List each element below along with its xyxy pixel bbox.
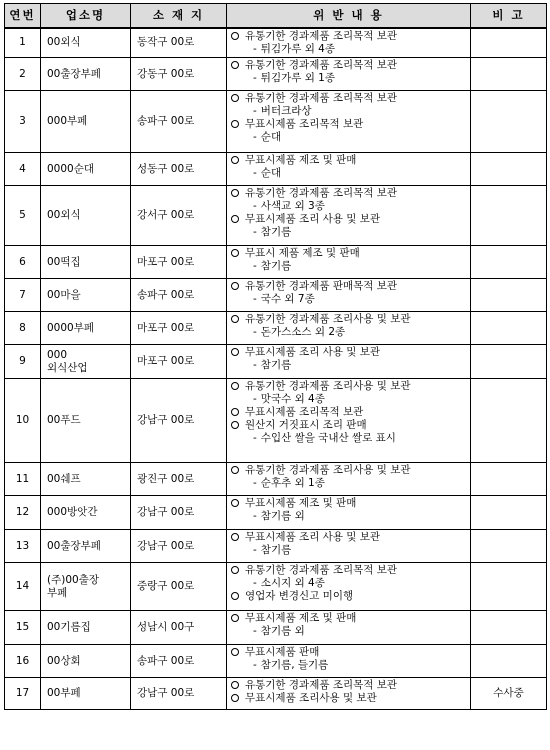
violation-item [231, 679, 470, 692]
violation-text: 참기름 [260, 359, 292, 371]
business-name [41, 563, 131, 611]
table-row [5, 186, 547, 246]
header-address: 소 재 지 [131, 4, 227, 28]
violation-sub-item [231, 477, 470, 490]
violation-text: 순후추 외 1종 [260, 477, 325, 489]
violation-details [227, 678, 471, 710]
violation-details [227, 91, 471, 153]
violation-item [231, 118, 470, 131]
dash-bullet-icon: - [253, 200, 257, 212]
note-cell [471, 530, 547, 563]
circle-bullet-icon [231, 215, 239, 223]
violation-item [231, 187, 470, 200]
violation-text: 무표시제품 조리목적 보관 [245, 406, 364, 418]
violation-sub-item [231, 293, 470, 306]
violation-details [227, 279, 471, 312]
business-address: 강동구 00로 [131, 58, 227, 91]
note-cell [471, 645, 547, 678]
violation-text: 무표시제품 판매 [245, 646, 320, 658]
table-row [5, 153, 547, 186]
violation-text: 국수 외 7종 [260, 293, 315, 305]
violation-sub-item [231, 72, 470, 85]
table-row [5, 379, 547, 463]
business-name-line: 00떡집 [47, 255, 81, 268]
violation-item [231, 313, 470, 326]
note-cell [471, 379, 547, 463]
business-name [41, 28, 131, 58]
violation-sub-item [231, 510, 470, 523]
business-name [41, 186, 131, 246]
circle-bullet-icon [231, 421, 239, 429]
violation-item [231, 154, 470, 167]
violation-text: 맛국수 외 4종 [260, 393, 325, 405]
business-name-line: 부페 [47, 586, 68, 599]
business-name-line: 00출장부페 [47, 67, 101, 80]
note-cell [471, 153, 547, 186]
table-row [5, 345, 547, 379]
business-name-line: 00출장부페 [47, 539, 101, 552]
circle-bullet-icon [231, 408, 239, 416]
table-row [5, 463, 547, 496]
dash-bullet-icon: - [253, 226, 257, 238]
business-name [41, 379, 131, 463]
business-name-line: (주)00출장 [47, 573, 99, 586]
violation-text: 무표시제품 조리 사용 및 보관 [245, 531, 381, 543]
violation-details [227, 246, 471, 279]
violation-text: 영업자 변경신고 미이행 [245, 590, 354, 602]
business-name [41, 345, 131, 379]
violation-text: 유통기한 경과제품 조리사용 및 보관 [245, 464, 411, 476]
table-header-row [5, 4, 547, 28]
row-number: 7 [5, 279, 41, 312]
dash-bullet-icon: - [253, 659, 257, 671]
dash-bullet-icon: - [253, 293, 257, 305]
circle-bullet-icon [231, 382, 239, 390]
violation-item [231, 590, 470, 603]
violation-text: 무표시제품 제조 및 판매 [245, 497, 357, 509]
row-number: 12 [5, 496, 41, 530]
note-cell [471, 246, 547, 279]
violation-text: 순대 [260, 131, 282, 143]
business-name-line: 00외식 [47, 36, 81, 49]
header-no: 연번 [5, 4, 41, 28]
violation-text: 무표시제품 제조 및 판매 [245, 154, 357, 166]
violation-item [231, 692, 470, 705]
circle-bullet-icon [231, 466, 239, 474]
violation-details [227, 563, 471, 611]
violation-item [231, 419, 470, 432]
table-body [5, 28, 547, 710]
violation-text: 참기름 외 [260, 625, 305, 637]
violation-table [4, 3, 547, 710]
table-row [5, 28, 547, 58]
table-row [5, 530, 547, 563]
business-name [41, 91, 131, 153]
business-name-line: 0000부페 [47, 321, 95, 334]
violation-details [227, 58, 471, 91]
dash-bullet-icon: - [253, 577, 257, 589]
violation-text: 유통기한 경과제품 조리목적 보관 [245, 187, 398, 199]
violation-item [231, 497, 470, 510]
violation-text: 무표시제품 조리목적 보관 [245, 118, 364, 130]
row-number: 11 [5, 463, 41, 496]
header-name: 업소명 [41, 4, 131, 28]
note-cell [471, 28, 547, 58]
violation-text: 참기름 [260, 544, 292, 556]
violation-text: 유통기한 경과제품 조리목적 보관 [245, 59, 398, 71]
business-name [41, 246, 131, 279]
header-note: 비 고 [471, 4, 547, 28]
business-name-line: 00부페 [47, 687, 81, 699]
business-address: 송파구 00로 [131, 279, 227, 312]
violation-item [231, 59, 470, 72]
violation-text: 무표시 제품 제조 및 판매 [245, 247, 360, 259]
violation-sub-item [231, 359, 470, 372]
violation-item [231, 247, 470, 260]
violation-details [227, 496, 471, 530]
note-cell [471, 345, 547, 379]
violation-text: 돈가스소스 외 2종 [260, 326, 346, 338]
note-cell [471, 463, 547, 496]
violation-details [227, 463, 471, 496]
violation-details [227, 530, 471, 563]
dash-bullet-icon: - [253, 42, 257, 55]
violation-text: 유통기한 경과제품 조리사용 및 보관 [245, 380, 411, 392]
violation-text: 유통기한 경과제품 조리목적 보관 [245, 564, 398, 576]
violation-item [231, 92, 470, 105]
violation-table-container [4, 3, 546, 710]
violation-sub-item [231, 200, 470, 213]
dash-bullet-icon: - [253, 326, 257, 338]
violation-text: 튀김가루 외 1종 [260, 72, 336, 84]
business-name-line: 00기름집 [47, 621, 91, 633]
row-number: 3 [5, 91, 41, 153]
dash-bullet-icon: - [253, 359, 257, 371]
violation-text: 수입산 쌀을 국내산 쌀로 표시 [260, 432, 396, 444]
note-cell [471, 186, 547, 246]
violation-sub-item [231, 625, 470, 638]
business-name-line: 00푸드 [47, 414, 81, 426]
violation-details [227, 312, 471, 345]
business-address: 광진구 00로 [131, 463, 227, 496]
violation-text: 무표시제품 제조 및 판매 [245, 612, 357, 624]
violation-details [227, 186, 471, 246]
violation-item [231, 30, 470, 43]
circle-bullet-icon [231, 681, 239, 689]
table-row [5, 563, 547, 611]
note-cell [471, 611, 547, 645]
business-name-line: 000 [47, 348, 68, 361]
violation-details [227, 645, 471, 678]
business-name [41, 312, 131, 345]
circle-bullet-icon [231, 614, 239, 622]
violation-text: 버터크라상 [260, 105, 312, 117]
circle-bullet-icon [231, 120, 239, 128]
business-name [41, 645, 131, 678]
circle-bullet-icon [231, 282, 239, 290]
dash-bullet-icon: - [253, 393, 257, 405]
violation-item [231, 564, 470, 577]
table-row [5, 678, 547, 710]
violation-details [227, 379, 471, 463]
row-number: 13 [5, 530, 41, 563]
row-number: 15 [5, 611, 41, 645]
circle-bullet-icon [231, 94, 239, 102]
violation-details [227, 153, 471, 186]
business-name-line: 00마을 [47, 288, 81, 301]
row-number: 9 [5, 345, 41, 379]
circle-bullet-icon [231, 249, 239, 257]
dash-bullet-icon: - [253, 72, 257, 84]
business-name [41, 496, 131, 530]
violation-item [231, 213, 470, 226]
business-address: 강서구 00로 [131, 186, 227, 246]
business-name [41, 611, 131, 645]
violation-details [227, 345, 471, 379]
violation-sub-item [231, 432, 470, 445]
row-number: 2 [5, 58, 41, 91]
circle-bullet-icon [231, 499, 239, 507]
violation-sub-item [231, 544, 470, 557]
business-name [41, 279, 131, 312]
row-number: 10 [5, 379, 41, 463]
row-number: 14 [5, 563, 41, 611]
violation-item [231, 406, 470, 419]
business-address: 강남구 00로 [131, 530, 227, 563]
circle-bullet-icon [231, 315, 239, 323]
violation-text: 유통기한 경과제품 판매목적 보관 [245, 280, 398, 292]
row-number: 5 [5, 186, 41, 246]
business-address: 강남구 00로 [131, 379, 227, 463]
violation-sub-item [231, 226, 470, 239]
dash-bullet-icon: - [253, 131, 257, 143]
circle-bullet-icon [231, 533, 239, 541]
business-address: 동작구 00로 [131, 28, 227, 58]
circle-bullet-icon [231, 348, 239, 356]
violation-sub-item [231, 43, 470, 56]
business-name-line: 00상회 [47, 654, 81, 667]
table-row [5, 279, 547, 312]
violation-sub-item [231, 260, 470, 273]
business-address: 성동구 00로 [131, 153, 227, 186]
violation-text: 참기름 [260, 260, 292, 272]
violation-sub-item [231, 105, 470, 118]
table-row [5, 312, 547, 345]
circle-bullet-icon [231, 189, 239, 197]
violation-details [227, 28, 471, 58]
business-address: 강남구 00로 [131, 678, 227, 710]
violation-details [227, 611, 471, 645]
row-number: 16 [5, 645, 41, 678]
business-address: 중랑구 00로 [131, 563, 227, 611]
violation-sub-item [231, 326, 470, 339]
table-row [5, 91, 547, 153]
table-row [5, 496, 547, 530]
row-number: 8 [5, 312, 41, 345]
violation-sub-item [231, 659, 470, 672]
violation-sub-item [231, 393, 470, 406]
circle-bullet-icon [231, 648, 239, 656]
business-name-line: 000부페 [47, 115, 88, 127]
table-row [5, 58, 547, 91]
note-cell [471, 279, 547, 312]
violation-text: 유통기한 경과제품 조리목적 보관 [245, 92, 398, 104]
business-address: 마포구 00로 [131, 312, 227, 345]
business-name-line: 00외식 [47, 209, 81, 221]
row-number: 6 [5, 246, 41, 279]
violation-item [231, 380, 470, 393]
violation-item [231, 346, 470, 359]
circle-bullet-icon [231, 592, 239, 600]
business-address: 송파구 00로 [131, 645, 227, 678]
violation-text: 유통기한 경과제품 조리목적 보관 [245, 679, 398, 691]
dash-bullet-icon: - [253, 625, 257, 637]
violation-text: 유통기한 경과제품 조리사용 및 보관 [245, 313, 411, 325]
circle-bullet-icon [231, 61, 239, 69]
violation-sub-item [231, 131, 470, 144]
violation-item [231, 531, 470, 544]
violation-sub-item [231, 167, 470, 180]
violation-item [231, 464, 470, 477]
violation-text: 순대 [260, 167, 282, 179]
note-cell [471, 91, 547, 153]
business-name-line: 00쉐프 [47, 472, 81, 485]
business-name [41, 58, 131, 91]
violation-text: 소시지 외 4종 [260, 577, 325, 589]
business-address: 강남구 00로 [131, 496, 227, 530]
business-address: 성남시 00구 [131, 611, 227, 645]
table-row [5, 246, 547, 279]
dash-bullet-icon: - [253, 544, 257, 556]
circle-bullet-icon [231, 694, 239, 702]
violation-text: 유통기한 경과제품 조리목적 보관 [245, 29, 398, 42]
note-cell [471, 312, 547, 345]
dash-bullet-icon: - [253, 510, 257, 522]
business-name-line: 외식산업 [47, 361, 88, 374]
violation-text: 참기름, 들기름 [260, 659, 329, 671]
dash-bullet-icon: - [253, 432, 257, 444]
violation-sub-item [231, 577, 470, 590]
violation-text: 튀김가루 외 4종 [260, 42, 336, 55]
note-cell [471, 563, 547, 611]
business-name [41, 153, 131, 186]
header-violation: 위 반 내 용 [227, 4, 471, 28]
violation-text: 무표시제품 조리 사용 및 보관 [245, 213, 381, 225]
dash-bullet-icon: - [253, 260, 257, 272]
business-name-line: 0000순대 [47, 162, 95, 175]
dash-bullet-icon: - [253, 105, 257, 117]
row-number: 1 [5, 28, 41, 58]
violation-text: 참기름 외 [260, 510, 305, 522]
violation-text: 무표시제품 조리사용 및 보관 [245, 692, 377, 704]
violation-item [231, 612, 470, 625]
business-name-line: 000방앗간 [47, 506, 98, 518]
violation-text: 참기름 [260, 226, 292, 238]
violation-text: 원산지 거짓표시 조리 판매 [245, 419, 367, 431]
business-name [41, 463, 131, 496]
business-address: 마포구 00로 [131, 246, 227, 279]
row-number: 4 [5, 153, 41, 186]
business-address: 마포구 00로 [131, 345, 227, 379]
violation-text: 사색교 외 3종 [260, 200, 325, 212]
circle-bullet-icon [231, 32, 239, 40]
violation-item [231, 280, 470, 293]
row-number: 17 [5, 678, 41, 710]
business-name [41, 530, 131, 563]
note-cell [471, 496, 547, 530]
business-name [41, 678, 131, 710]
circle-bullet-icon [231, 566, 239, 574]
table-row [5, 611, 547, 645]
violation-text: 무표시제품 조리 사용 및 보관 [245, 346, 381, 358]
note-cell: 수사중 [471, 678, 547, 710]
violation-item [231, 646, 470, 659]
note-cell [471, 58, 547, 91]
business-address: 송파구 00로 [131, 91, 227, 153]
dash-bullet-icon: - [253, 477, 257, 489]
dash-bullet-icon: - [253, 167, 257, 179]
table-row [5, 645, 547, 678]
circle-bullet-icon [231, 156, 239, 164]
